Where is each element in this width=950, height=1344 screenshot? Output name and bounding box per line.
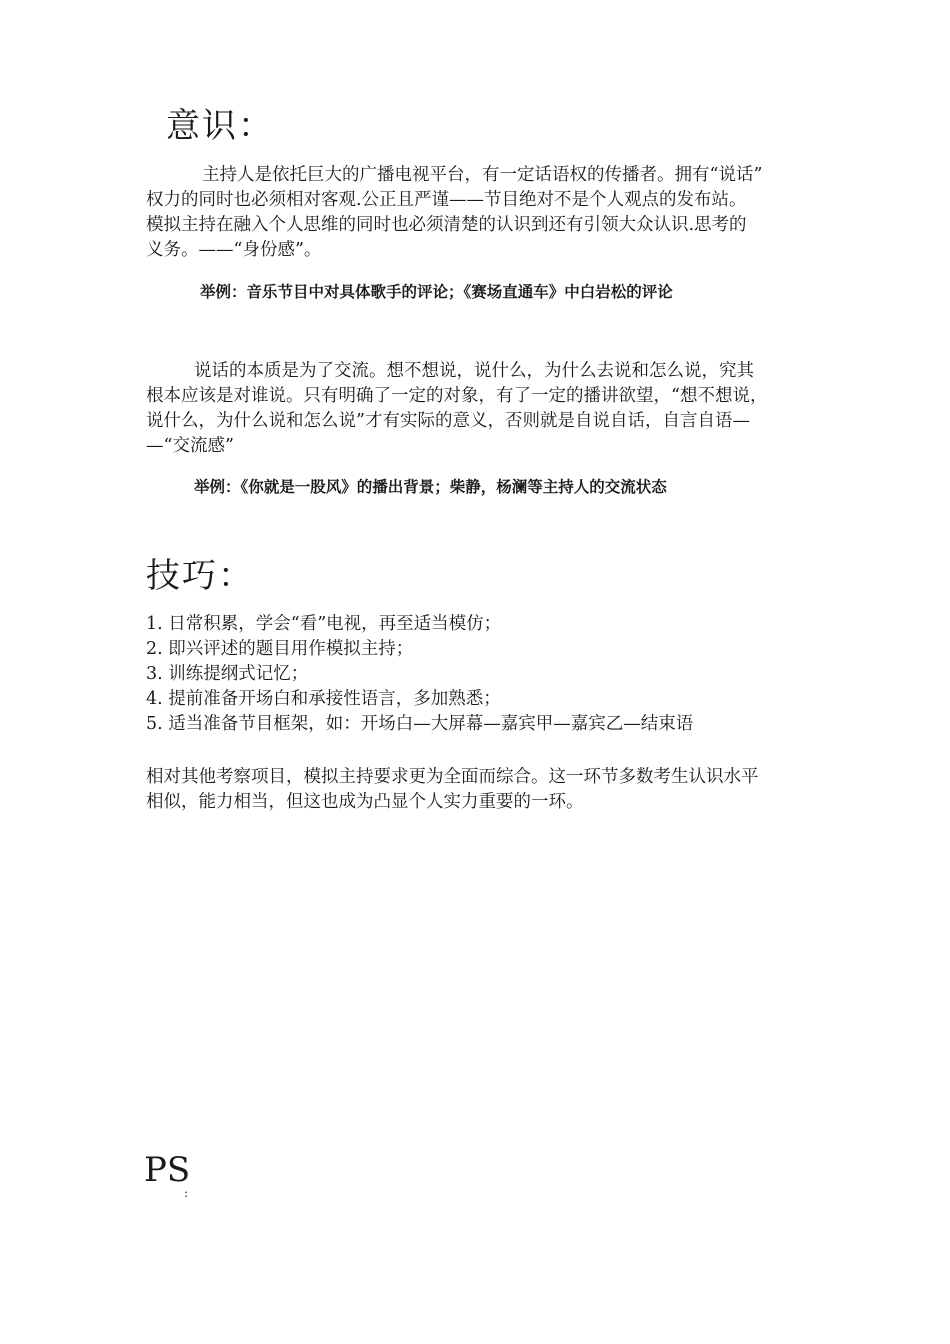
- paragraph-line: 权力的同时也必须相对客观.公正且严谨——节目绝对不是个人观点的发布站。: [146, 190, 747, 210]
- list-item: 4. 提前准备开场白和承接性语言，多加熟悉；: [146, 689, 501, 709]
- paragraph-line: 根本应该是对谁说。只有明确了一定的对象，有了一定的播讲欲望，“想不想说，: [146, 386, 768, 406]
- heading-techniques: 技巧：: [146, 556, 254, 596]
- paragraph-line: 模拟主持在融入个人思维的同时也必须清楚的认识到还有引领大众认识.思考的: [146, 215, 747, 235]
- example-communication: 举例：《你就是一股风》的播出背景；柴静，杨澜等主持人的交流状态: [194, 478, 667, 496]
- paragraph-line: 主持人是依托巨大的广播电视平台，有一定话语权的传播者。拥有“说话”: [202, 165, 763, 185]
- ps-label: PS: [144, 1150, 191, 1190]
- paragraph-line: —“交流感”: [146, 436, 234, 456]
- techniques-list: [146, 612, 693, 737]
- list-item: 3. 训练提纲式记忆；: [146, 664, 309, 684]
- paragraph-line: 说什么，为什么说和怎么说”才有实际的意义，否则就是自说自话，自言自语—: [146, 411, 750, 431]
- paragraph-line: 相对其他考察项目，模拟主持要求更为全面而综合。这一环节多数考生认识水平: [146, 767, 759, 787]
- list-item: 5. 适当准备节目框架，如：开场白—大屏幕—嘉宾甲—嘉宾乙—结束语: [146, 714, 694, 734]
- list-item: 1. 日常积累，学会“看”电视，再至适当模仿；: [146, 614, 502, 634]
- paragraph-communication: [146, 359, 810, 459]
- paragraph-line: 义务。——“身份感”。: [146, 240, 322, 260]
- paragraph-line: 相似，能力相当，但这也成为凸显个人实力重要的一环。: [146, 792, 584, 812]
- ps-colon: :: [184, 1186, 189, 1200]
- example-identity: 举例：音乐节目中对具体歌手的评论；《赛场直通车》中白岩松的评论: [200, 283, 673, 301]
- summary-paragraph: [146, 765, 810, 815]
- paragraph-line: 说话的本质是为了交流。想不想说，说什么，为什么去说和怎么说，究其: [194, 361, 754, 381]
- paragraph-identity: [146, 163, 810, 263]
- heading-awareness: 意识：: [166, 106, 274, 146]
- list-item: 2. 即兴评述的题目用作模拟主持；: [146, 639, 414, 659]
